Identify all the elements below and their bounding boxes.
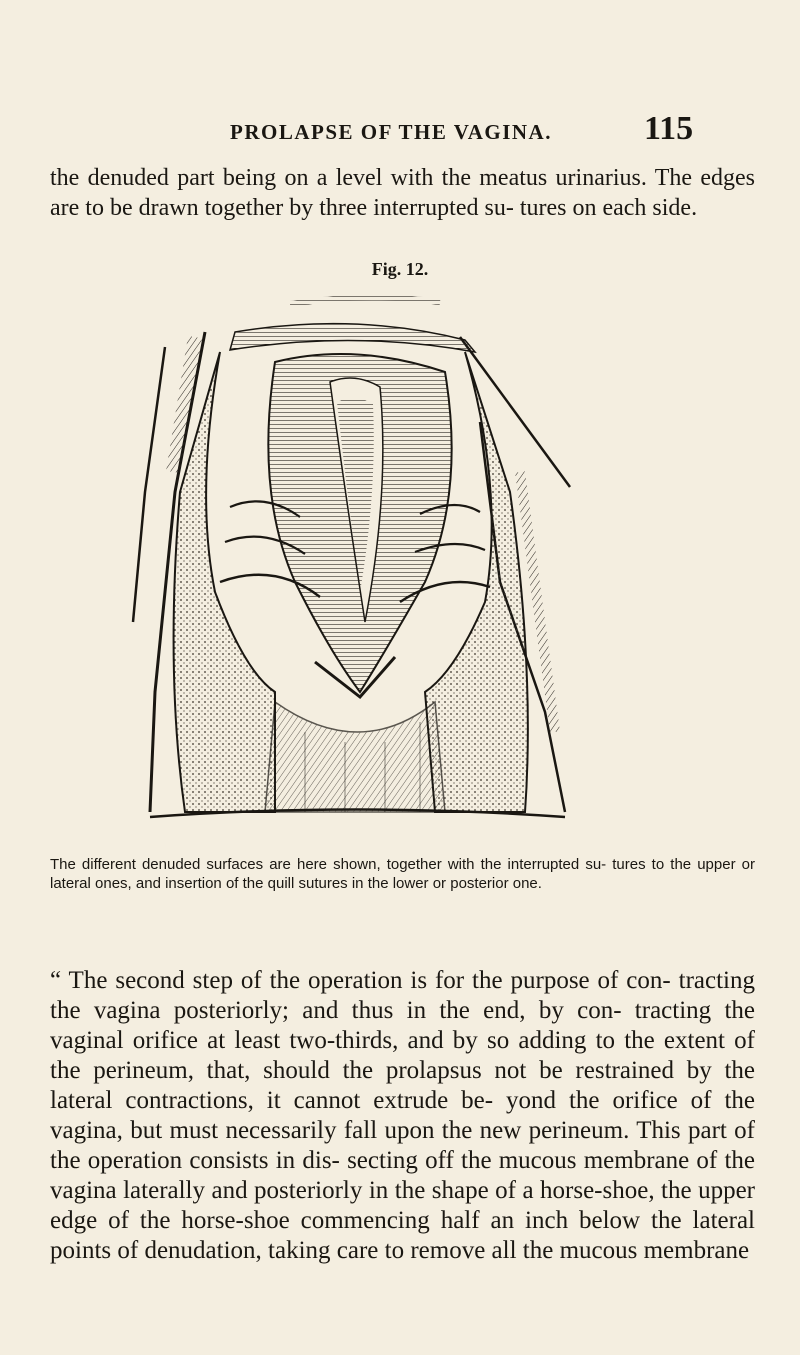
paragraph-main: “ The second step of the operation is for the purpose of con- tracting the vagina posteriorly; and thus in the end, by con- tracting the vaginal orifice at least two-thirds, and by so adding to the extent of the perineum, that, should the prolapsus not be restrained by the lateral contractions, it cannot extrude be- yond the orifice of the vagina, but must necessarily fall upon the new perineum. This part of the operation consists in dis- secting off the mucous membrane of the vagina laterally and posteriorly in the shape of a horse-shoe, the upper edge of the horse-shoe commencing half an inch below the lateral points of denudation, taking care to remove all the mucous membrane <box>50 967 755 1264</box>
running-head <box>0 110 800 158</box>
page-number: 115 <box>644 110 694 147</box>
paragraph-top: the denuded part being on a level with the meatus urinarius. The edges are to be drawn together by three interrupted su- tures on each side. <box>50 165 755 221</box>
figure-caption: The different denuded surfaces are here shown, together with the interrupted su- tures to the upper or lateral ones, and insertion of the quill sutures in the lower or posterior one. <box>50 856 755 892</box>
running-title: PROLAPSE OF THE VAGINA. <box>230 120 552 144</box>
surgical-illustration <box>125 292 595 832</box>
figure-label: Fig. 12. <box>371 259 429 279</box>
